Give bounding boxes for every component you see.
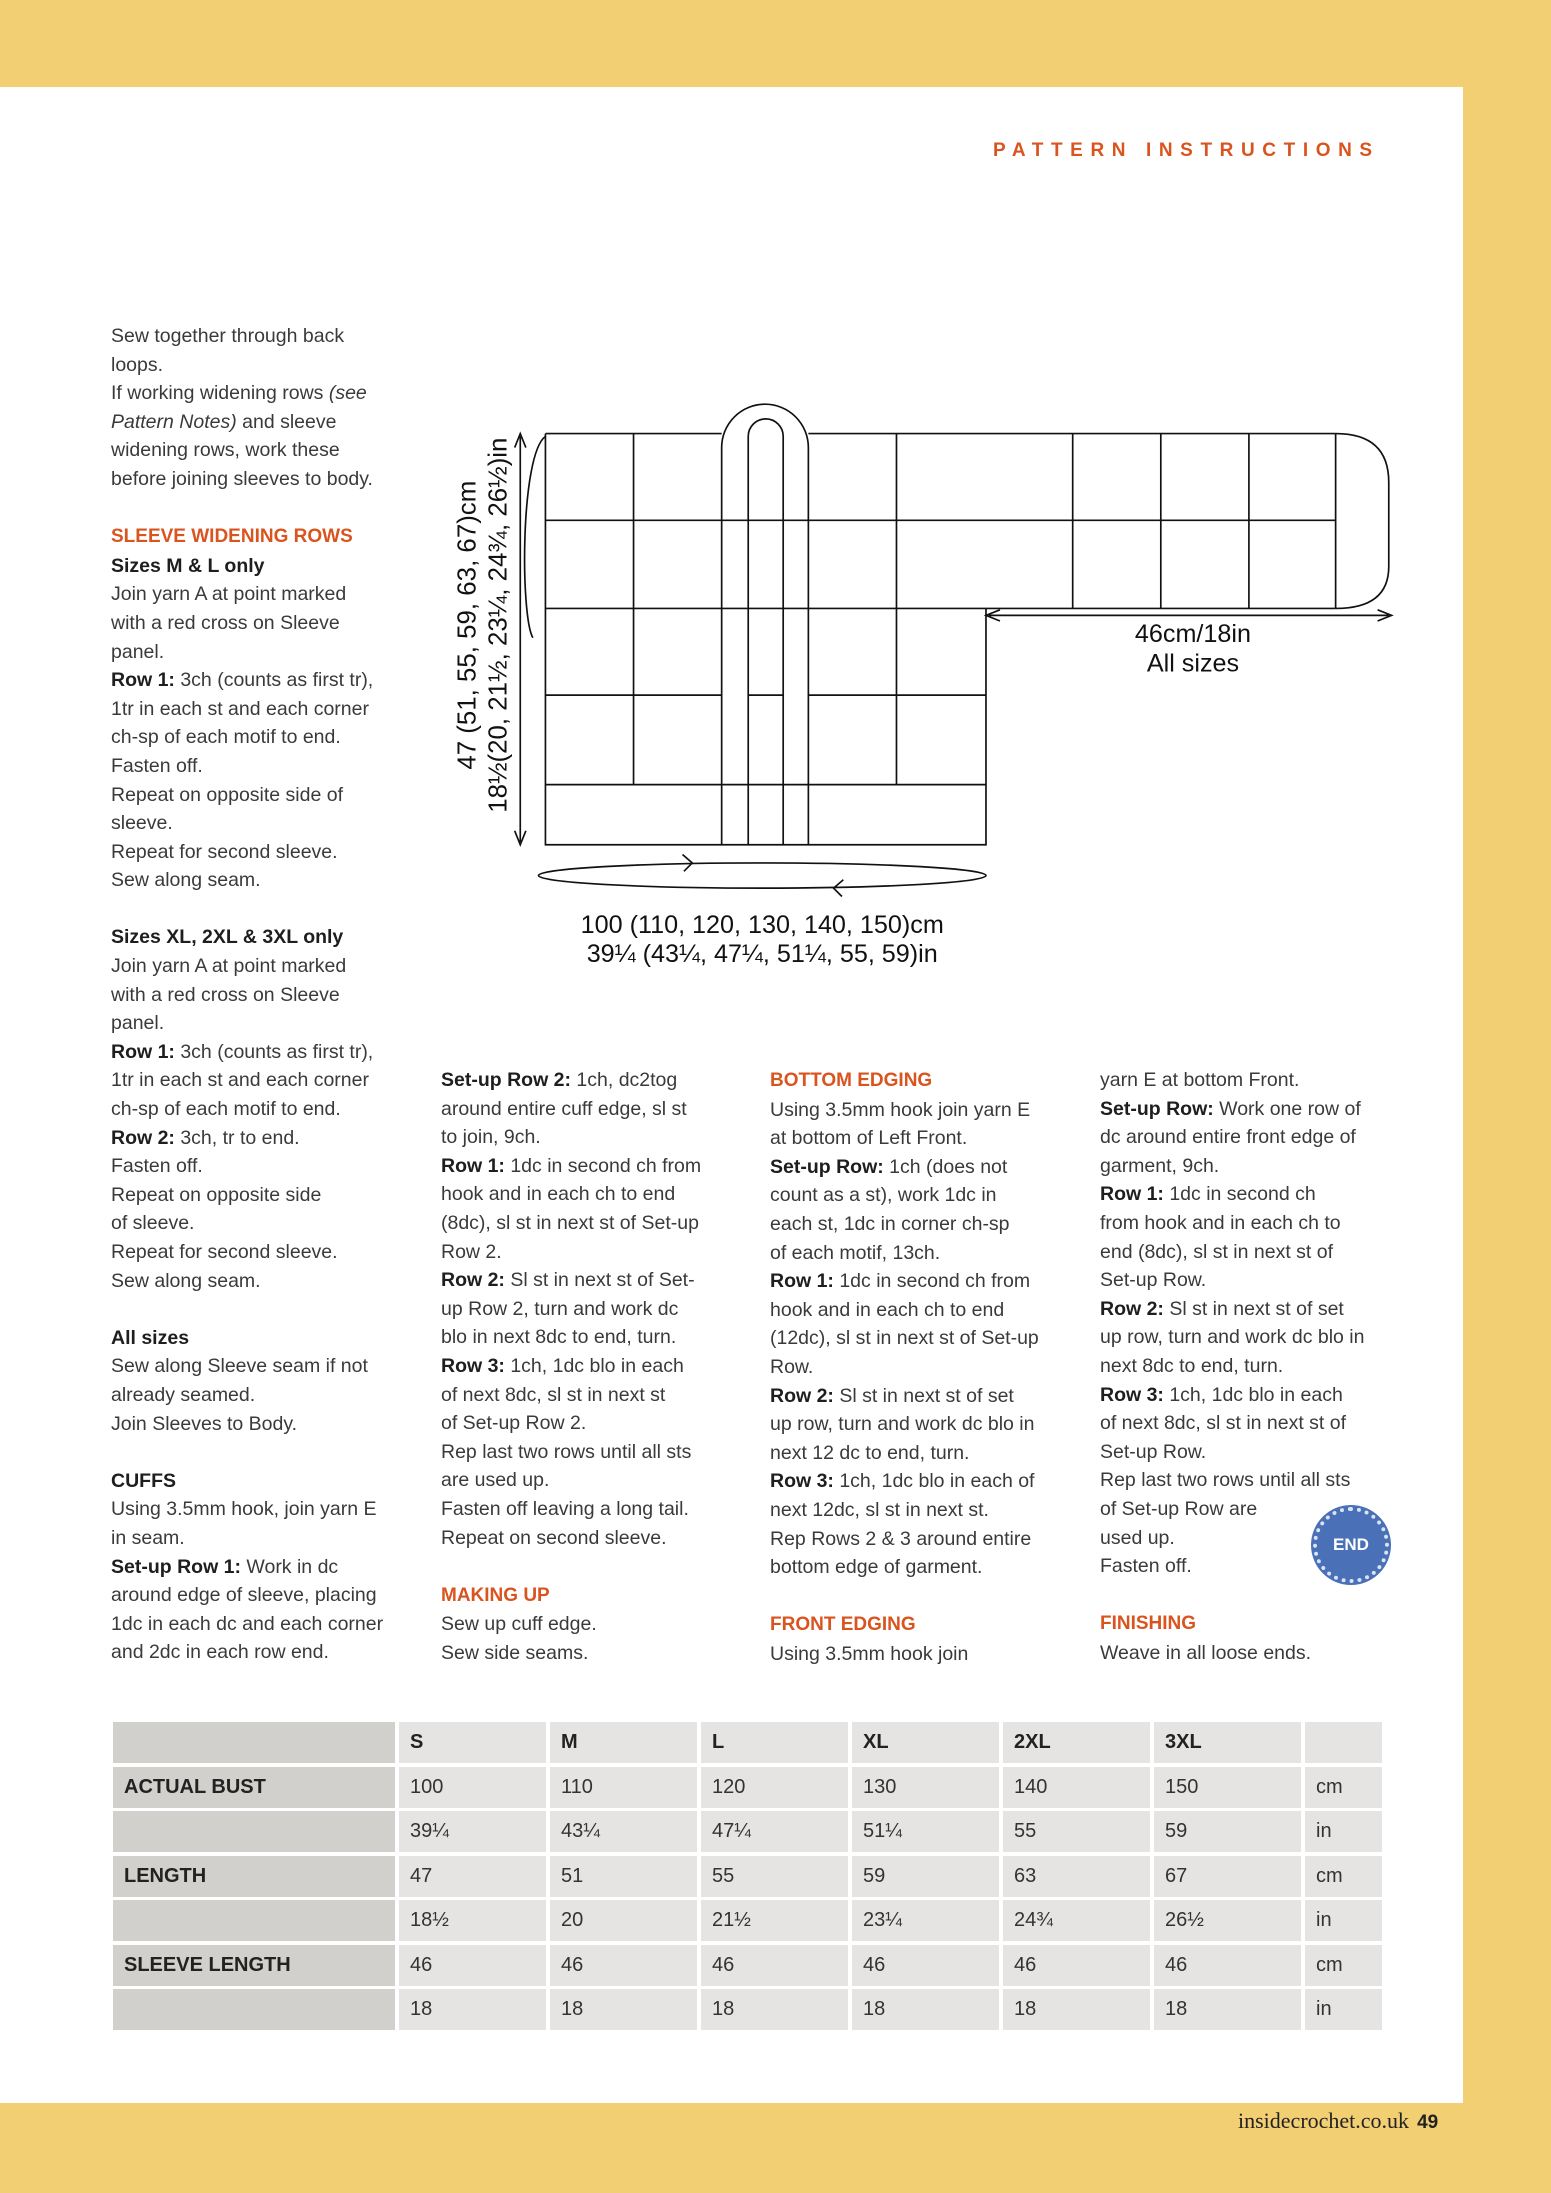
table-cell: 120 (701, 1767, 848, 1808)
paragraph (111, 1238, 431, 1267)
paragraph-text: Sew along seam. (111, 1269, 261, 1292)
heading-text: MAKING UP (441, 1584, 550, 1606)
heading-text: Sizes M & L only (111, 554, 265, 577)
table-cell: 59 (852, 1856, 999, 1897)
table-cell: 59 (1154, 1811, 1301, 1852)
column-4 (1100, 1066, 1420, 1667)
row-label: Row 1: (770, 1270, 834, 1293)
heading-text: Sizes XL, 2XL & 3XL only (111, 926, 344, 949)
row-label: Row 2: (441, 1269, 505, 1292)
paragraph (111, 838, 431, 867)
bust-cm-label: 100 (110, 120, 130, 140, 150)cm (580, 910, 944, 939)
paragraph (111, 322, 431, 379)
row-label: Row 3: (770, 1470, 834, 1493)
table-cell: 46 (1154, 1945, 1301, 1986)
table-header-cell: 3XL (1154, 1722, 1301, 1763)
footer (1238, 2108, 1438, 2134)
paragraph-text: Repeat for second sleeve. (111, 1241, 338, 1263)
paragraph-text: Work one row of dc around entire front edge of garment, 9ch. (1100, 1097, 1361, 1177)
section-heading (441, 1581, 761, 1611)
table-cell: 46 (399, 1945, 546, 1986)
table-cell: 140 (1003, 1767, 1150, 1808)
table-cell: 46 (852, 1945, 999, 1986)
paragraph (111, 1553, 431, 1667)
spacer (441, 1552, 761, 1581)
unit-cell: in (1305, 1989, 1382, 2030)
paragraph (111, 952, 431, 1038)
row-label: Row 2: (1100, 1297, 1164, 1320)
paragraph (441, 1266, 761, 1352)
length-in-label: 18½(20, 21½, 23¼, 24¾, 26½)in (484, 437, 513, 813)
table-cell: 20 (550, 1900, 697, 1941)
table-cell: 18 (399, 1989, 546, 2030)
paragraph (1100, 1381, 1420, 1467)
paragraph (441, 1438, 761, 1495)
column-1 (111, 322, 431, 1667)
table-cell: 55 (701, 1856, 848, 1897)
heading-text: FINISHING (1100, 1613, 1197, 1635)
row-label: Row 3: (1100, 1383, 1164, 1406)
paragraph-text: 1ch (does not count as a st), work 1dc in each st, 1dc in corner ch-sp of each motif, 13ch. (770, 1155, 1010, 1264)
table-cell: 43¼ (550, 1811, 697, 1852)
row-label: Row 1: (111, 1040, 175, 1063)
table-cell: 26½ (1154, 1900, 1301, 1941)
row-label (113, 1900, 395, 1941)
paragraph-text: Sew along Sleeve seam if not already seamed. (111, 1355, 368, 1406)
unit-cell: in (1305, 1900, 1382, 1941)
paragraph-text: Repeat on opposite side of sleeve. (111, 783, 344, 835)
paragraph (111, 1181, 431, 1238)
paragraph-text: Sew together through back loops. (111, 325, 345, 376)
paragraph (770, 1525, 1090, 1582)
paragraph (111, 1352, 431, 1409)
unit-cell: cm (1305, 1767, 1382, 1808)
table-cell: 18 (1154, 1989, 1301, 2030)
length-cm-label: 47 (51, 55, 59, 63, 67)cm (453, 480, 482, 770)
paragraph (111, 1267, 431, 1296)
paragraph-text: Fasten off leaving a long tail. (441, 1497, 689, 1520)
table-header-cell: 2XL (1003, 1722, 1150, 1763)
table-cell: 100 (399, 1767, 546, 1808)
paragraph-text: Sew side seams. (441, 1641, 589, 1664)
paragraph (441, 1152, 761, 1266)
subheading (111, 1324, 431, 1353)
paragraph-text: Sl st in next st of set up row, turn and work dc blo in next 8dc to end, turn. (1100, 1297, 1365, 1377)
paragraph (111, 1410, 431, 1439)
paragraph-text: Fasten off. (111, 1155, 203, 1178)
paragraph (1100, 1095, 1420, 1181)
paragraph-text: Sl st in next st of set up row, turn and work dc blo in next 12 dc to end, turn. (770, 1384, 1035, 1464)
column-2 (441, 1066, 761, 1667)
paragraph (111, 1152, 431, 1181)
spacer (111, 895, 431, 924)
paragraph-text: 1ch, 1dc blo in each of next 8dc, sl st in next st of Set-up Row. (1100, 1383, 1347, 1463)
paragraph (770, 1096, 1090, 1153)
table-header-cell: M (550, 1722, 697, 1763)
paragraph (111, 580, 431, 666)
paragraph-text: Rep last two rows until all sts are used up. (441, 1440, 692, 1492)
paragraph-text: Join yarn A at point marked with a red cross on Sleeve panel. (111, 955, 347, 1035)
paragraph (111, 866, 431, 895)
paragraph-text: 1dc in second ch from hook and in each ch to end (12dc), sl st in next st of Set-up Row. (770, 1270, 1039, 1378)
table-cell: 18½ (399, 1900, 546, 1941)
row-label: Set-up Row: (770, 1155, 884, 1178)
paragraph (441, 1352, 761, 1438)
paragraph-text: Sew up cuff edge. (441, 1613, 597, 1636)
row-label: Row 2: (770, 1384, 834, 1407)
table-cell: 18 (1003, 1989, 1150, 2030)
paragraph (770, 1467, 1090, 1524)
row-label (113, 1811, 395, 1852)
table-cell: 47¼ (701, 1811, 848, 1852)
paragraph (111, 781, 431, 838)
paragraph (1100, 1066, 1420, 1095)
row-label: Set-up Row 2: (441, 1069, 571, 1091)
paragraph-text: If working widening rows (111, 382, 329, 405)
paragraph (441, 1610, 761, 1639)
table-cell: 23¼ (852, 1900, 999, 1941)
table-cell: 51¼ (852, 1811, 999, 1852)
paragraph (111, 752, 431, 781)
paragraph-text: Weave in all loose ends. (1100, 1641, 1312, 1664)
unit-cell: in (1305, 1811, 1382, 1852)
paragraph-text: Using 3.5mm hook, join yarn E in seam. (111, 1498, 377, 1549)
paragraph-text: Work in dc around edge of sleeve, placing 1dc in each dc and each corner and 2dc in each row end. (111, 1555, 384, 1664)
sleeve-length-label: 46cm/18in (1134, 619, 1252, 648)
table-cell: 63 (1003, 1856, 1150, 1897)
paragraph-text: Join yarn A at point marked with a red cross on Sleeve panel. (111, 583, 347, 663)
row-label: Row 1: (1100, 1183, 1164, 1206)
paragraph-text: Sl st in next st of Set- up Row 2, turn and work dc blo in next 8dc to end, turn. (441, 1269, 695, 1349)
paragraph (441, 1524, 761, 1553)
spacer (111, 494, 431, 523)
table-cell: 18 (550, 1989, 697, 2030)
paragraph (111, 666, 431, 752)
section-header: PATTERN INSTRUCTIONS (993, 140, 1380, 161)
row-label: ACTUAL BUST (113, 1767, 395, 1808)
table-cell: 150 (1154, 1767, 1301, 1808)
unit-cell: cm (1305, 1856, 1382, 1897)
table-cell: 21½ (701, 1900, 848, 1941)
paragraph (111, 1495, 431, 1552)
paragraph-text: yarn E at bottom Front. (1100, 1069, 1300, 1091)
bust-in-label: 39¼ (43¼, 47¼, 51¼, 55, 59)in (586, 940, 938, 969)
table-cell: 67 (1154, 1856, 1301, 1897)
row-label: Row 1: (111, 669, 175, 692)
table-cell: 18 (852, 1989, 999, 2030)
paragraph (770, 1153, 1090, 1267)
heading-text: SLEEVE WIDENING ROWS (111, 526, 353, 548)
paragraph-text: 1ch, 1dc blo in each of next 8dc, sl st in next st of Set-up Row 2. (441, 1354, 684, 1435)
heading-text: CUFFS (111, 1469, 176, 1492)
spacer (111, 1438, 431, 1467)
row-label (113, 1989, 395, 2030)
paragraph-text: 3ch (counts as first tr), 1tr in each st and each corner ch-sp of each motif to end. (111, 1040, 374, 1121)
paragraph-text: Fasten off. (1100, 1555, 1192, 1578)
row-label: Row 1: (441, 1154, 505, 1177)
paragraph-text: 1ch, dc2tog around entire cuff edge, sl st to join, 9ch. (441, 1069, 687, 1149)
paragraph (111, 1038, 431, 1124)
paragraph (1100, 1639, 1420, 1668)
end-badge: END (1313, 1507, 1389, 1583)
heading-text: FRONT EDGING (770, 1614, 916, 1636)
paragraph (111, 379, 431, 493)
paragraph-text: 3ch, tr to end. (174, 1126, 300, 1149)
paragraph-text: and sleeve widening rows, work these before joining sleeves to body. (111, 410, 373, 490)
table-cell: 39¼ (399, 1811, 546, 1852)
heading-text: All sizes (111, 1326, 190, 1349)
page-number: 49 (1417, 2112, 1439, 2133)
paragraph-text: 1dc in second ch from hook and in each ch to end (8dc), sl st in next st of Set-up Row. (1100, 1183, 1341, 1292)
table-cell: 24¾ (1003, 1900, 1150, 1941)
paragraph-text: Repeat on opposite side of sleeve. (111, 1183, 322, 1235)
column-3 (770, 1066, 1090, 1668)
table-header-cell: XL (852, 1722, 999, 1763)
paragraph-text: Rep Rows 2 & 3 around entire bottom edge of garment. (770, 1527, 1032, 1579)
spacer (1100, 1581, 1420, 1610)
sleeve-note-label: All sizes (1146, 649, 1240, 678)
paragraph (1100, 1295, 1420, 1381)
section-heading (111, 522, 431, 552)
paragraph-text: 3ch (counts as first tr), 1tr in each st and each corner ch-sp of each motif to end. (111, 669, 374, 749)
paragraph-text: 1dc in second ch from hook and in each ch to end (8dc), sl st in next st of Set-up Row 2. (441, 1154, 702, 1263)
paragraph-text: Repeat for second sleeve. (111, 840, 338, 863)
section-heading (1100, 1609, 1420, 1639)
paragraph-text: Sew along seam. (111, 869, 261, 892)
italic-note: (see Pattern Notes) (111, 382, 367, 433)
section-heading (770, 1610, 1090, 1640)
footer-site: insidecrochet.co.uk (1238, 2108, 1410, 2133)
paragraph (441, 1639, 761, 1668)
table-cell: 55 (1003, 1811, 1150, 1852)
paragraph (441, 1066, 761, 1152)
table-header-cell (1305, 1722, 1382, 1763)
table-cell: 51 (550, 1856, 697, 1897)
paragraph (111, 1124, 431, 1153)
spacer (770, 1582, 1090, 1611)
table-cell: 46 (550, 1945, 697, 1986)
row-label: Set-up Row 1: (111, 1555, 241, 1578)
subheading (111, 923, 431, 952)
table-header-cell: S (399, 1722, 546, 1763)
paragraph (441, 1495, 761, 1524)
row-label: SLEEVE LENGTH (113, 1945, 395, 1986)
row-label: Row 3: (441, 1354, 505, 1377)
size-table (113, 1722, 1382, 2030)
paragraph (770, 1382, 1090, 1468)
table-cell: 46 (1003, 1945, 1150, 1986)
paragraph-text: Fasten off. (111, 754, 203, 777)
table-cell: 46 (701, 1945, 848, 1986)
table-header-cell: L (701, 1722, 848, 1763)
paragraph-text: Using 3.5mm hook join (770, 1642, 969, 1665)
row-label: LENGTH (113, 1856, 395, 1897)
paragraph-text: Repeat on second sleeve. (441, 1526, 667, 1549)
row-label: Set-up Row: (1100, 1097, 1214, 1120)
table-cell: 18 (701, 1989, 848, 2030)
table-cell: 110 (550, 1767, 697, 1808)
paragraph (1100, 1180, 1420, 1294)
table-cell: 47 (399, 1856, 546, 1897)
subheading (111, 552, 431, 581)
subheading (111, 1467, 431, 1496)
heading-text: BOTTOM EDGING (770, 1070, 933, 1091)
paragraph-text: Rep last two rows until all sts of Set-up Row are used up. (1100, 1469, 1351, 1549)
paragraph-text: Join Sleeves to Body. (111, 1412, 298, 1435)
unit-cell: cm (1305, 1945, 1382, 1986)
paragraph-text: Using 3.5mm hook join yarn E at bottom of Left Front. (770, 1098, 1031, 1150)
paragraph (770, 1267, 1090, 1381)
table-cell: 130 (852, 1767, 999, 1808)
row-label: Row 2: (111, 1126, 175, 1149)
section-heading (770, 1066, 1090, 1096)
spacer (111, 1295, 431, 1324)
table-corner (113, 1722, 395, 1763)
paragraph (770, 1640, 1090, 1669)
paragraph-text: 1ch, 1dc blo in each of next 12dc, sl st in next st. (770, 1470, 1035, 1521)
